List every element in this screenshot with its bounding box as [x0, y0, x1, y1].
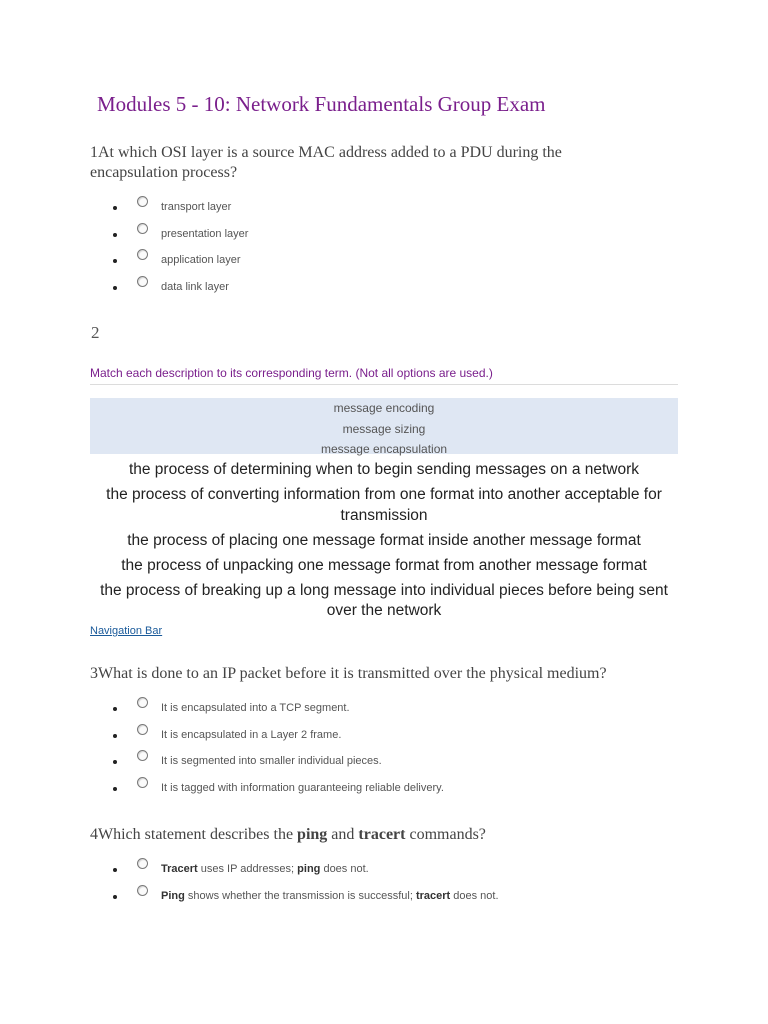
option-label[interactable]	[161, 890, 499, 902]
match-term[interactable]: message encapsulation	[320, 442, 448, 456]
question-2-number: 2	[91, 323, 100, 342]
navigation-bar-link[interactable]: Navigation Bar	[90, 625, 163, 637]
question-4-text	[90, 825, 690, 845]
option-label[interactable]: It is encapsulated in a Layer 2 frame.	[161, 728, 342, 741]
option-label[interactable]	[161, 863, 369, 875]
match-term[interactable]: message encoding	[333, 401, 435, 415]
bullet-icon	[113, 233, 117, 237]
radio-button[interactable]	[137, 858, 148, 869]
option-label[interactable]: presentation layer	[161, 227, 249, 240]
radio-button[interactable]	[137, 885, 148, 896]
question-1-option[interactable]	[0, 249, 700, 276]
question-1-options	[0, 196, 700, 302]
radio-button[interactable]	[137, 223, 148, 234]
option-label[interactable]: It is tagged with information guaranteeing reliable delivery.	[161, 781, 444, 794]
question-3-option[interactable]	[0, 697, 700, 724]
question-3-option[interactable]	[0, 724, 700, 751]
option-label[interactable]: It is segmented into smaller individual pieces.	[161, 755, 382, 767]
option-label[interactable]: transport layer	[161, 201, 232, 213]
question-3-options	[0, 697, 700, 803]
bullet-icon	[113, 868, 117, 872]
match-terms-box	[90, 398, 678, 454]
option-keyword: tracert	[415, 889, 451, 902]
match-description[interactable]: the process of breaking up a long message into individual pieces before being sent over the network	[100, 581, 668, 619]
bullet-icon	[113, 760, 117, 764]
question-3-text: 3What is done to an IP packet before it is transmitted over the physical medium?	[90, 665, 607, 682]
radio-button[interactable]	[137, 196, 148, 207]
match-description[interactable]: the process of converting information from one format into another acceptable for transmission	[106, 486, 662, 524]
question-4-text-suffix: commands?	[405, 826, 486, 843]
question-4-text-mid: and	[327, 826, 359, 843]
question-1-option[interactable]	[0, 223, 700, 250]
option-text: does not.	[450, 889, 499, 902]
radio-button[interactable]	[137, 777, 148, 788]
match-term[interactable]: message sizing	[342, 421, 426, 436]
question-3-option[interactable]	[0, 750, 700, 777]
question-4-option[interactable]	[0, 858, 700, 885]
question-4-text-prefix: 4Which statement describes the	[90, 826, 298, 843]
bullet-icon	[113, 895, 117, 899]
bullet-icon	[113, 734, 117, 738]
question-1-option[interactable]	[0, 276, 700, 303]
bullet-icon	[113, 259, 117, 263]
option-text: uses IP addresses;	[197, 863, 298, 875]
tracert-keyword: tracert	[358, 826, 406, 843]
match-descriptions	[90, 460, 678, 626]
option-keyword: ping	[297, 863, 321, 875]
bullet-icon	[113, 286, 117, 290]
option-label[interactable]: data link layer	[161, 280, 229, 293]
bullet-icon	[113, 707, 117, 711]
option-keyword: Ping	[161, 889, 185, 902]
match-description[interactable]: the process of placing one message format inside another message format	[127, 531, 641, 549]
option-label[interactable]: It is encapsulated into a TCP segment.	[161, 702, 350, 714]
match-description[interactable]: the process of determining when to begin sending messages on a network	[128, 461, 640, 478]
option-keyword: Tracert	[161, 863, 198, 875]
radio-button[interactable]	[137, 249, 148, 260]
option-text: shows whether the transmission is successful;	[184, 889, 416, 902]
radio-button[interactable]	[137, 750, 148, 761]
ping-keyword: ping	[297, 826, 328, 843]
radio-button[interactable]	[137, 697, 148, 708]
question-4-options	[0, 858, 700, 911]
radio-button[interactable]	[137, 276, 148, 287]
page-title: Modules 5 - 10: Network Fundamentals Group Exam	[97, 92, 546, 116]
question-1-text: 1At which OSI layer is a source MAC address added to a PDU during the encapsulation process?	[90, 144, 562, 181]
radio-button[interactable]	[137, 724, 148, 735]
question-3-option[interactable]	[0, 777, 700, 804]
bullet-icon	[113, 787, 117, 791]
question-4-option[interactable]	[0, 885, 700, 912]
bullet-icon	[113, 206, 117, 210]
question-1-option[interactable]	[0, 196, 700, 223]
match-prompt: Match each description to its corresponding term. (Not all options are used.)	[90, 366, 678, 385]
option-label[interactable]: application layer	[161, 254, 241, 266]
option-text: does not.	[320, 863, 369, 875]
match-description[interactable]: the process of unpacking one message format from another message format	[121, 556, 647, 574]
